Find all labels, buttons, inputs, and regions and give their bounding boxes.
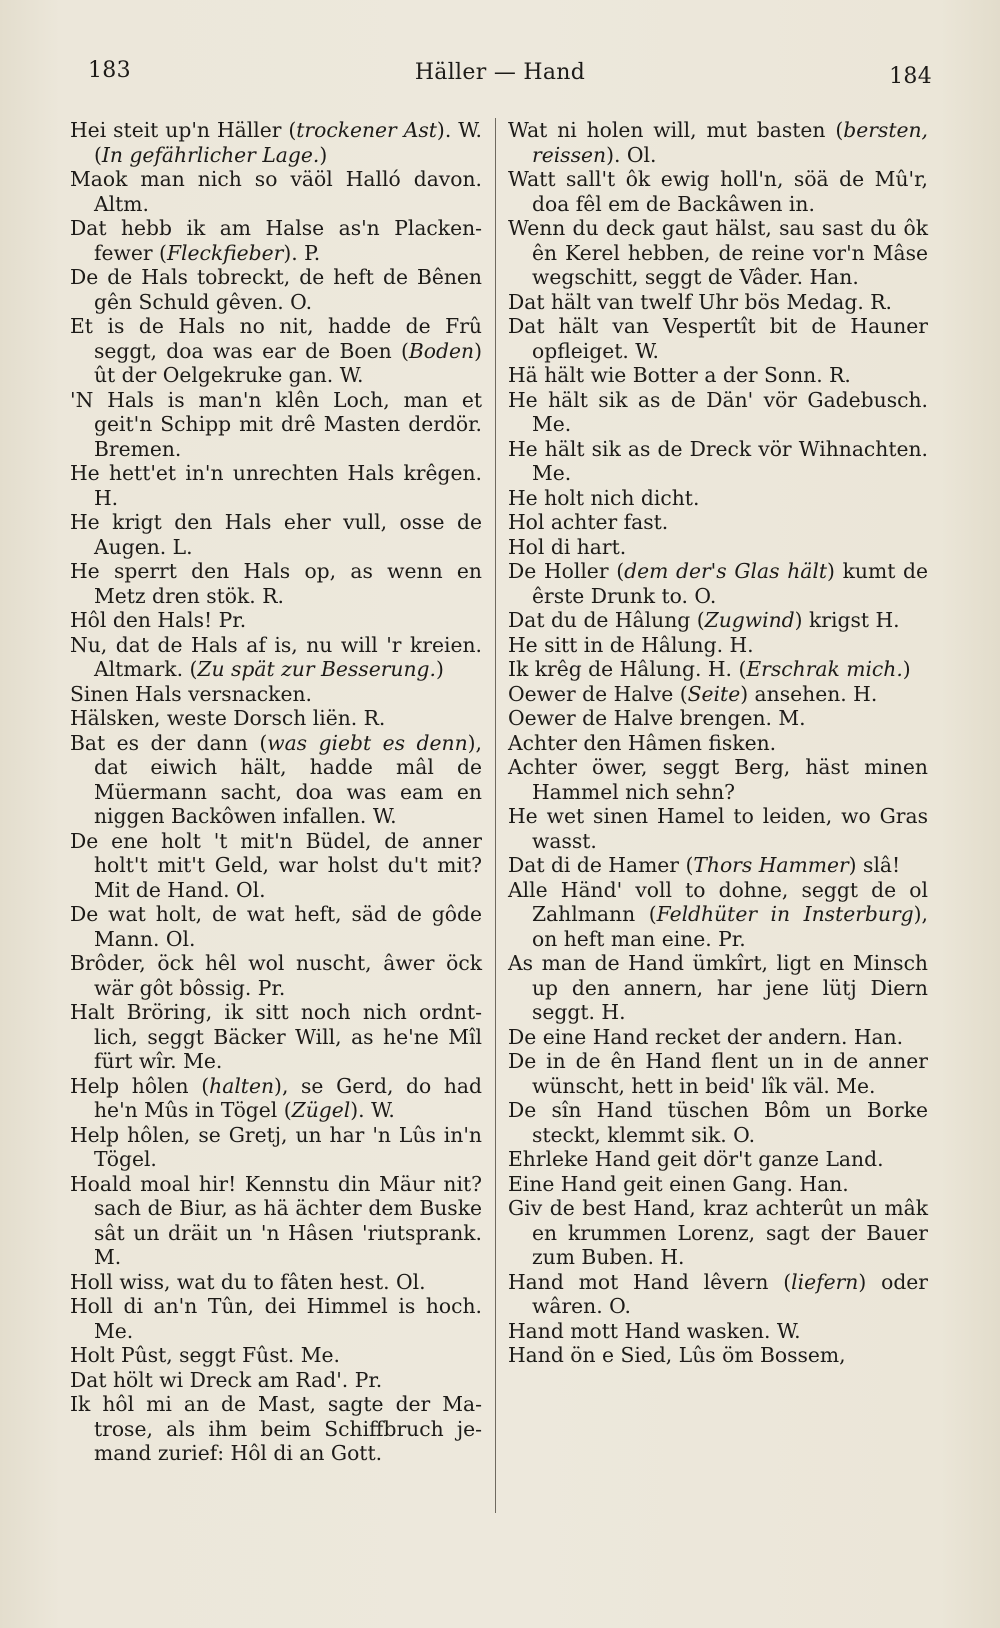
proverb-entry xyxy=(70,731,482,829)
entry-text: Help hôlen, se Gretj, un har 'n Lûs in'n Tögel. xyxy=(70,1122,482,1171)
entry-gloss: Boden xyxy=(408,338,475,363)
proverb-entry xyxy=(70,167,482,216)
proverb-entry xyxy=(70,1294,482,1343)
entry-text: Hand mott Hand wasken. W. xyxy=(508,1318,801,1343)
entry-text: Watt sall't ôk ewig holl'n, söä de Mû'r, doa fêl em de Backâwen in. xyxy=(508,167,928,216)
entry-text: De Holler ( xyxy=(508,559,625,583)
proverb-entry xyxy=(508,755,928,804)
entry-gloss: Feldhüter in Insterburg xyxy=(656,902,914,926)
proverb-entry xyxy=(508,363,928,388)
entry-gloss: trockener Ast xyxy=(296,118,437,142)
entry-text: Wenn du deck gaut hälst, sau sast du ôk ên Kerel hebben, de reine vor'n Mâse wegschitt, seggt de Vâder. Han. xyxy=(508,216,928,289)
entry-text: As man de Hand ümkîrt, ligt en Minsch up den annern, har jene lütj Diern seggt. H. xyxy=(508,951,928,1024)
entry-text: Maok man nich so väöl Halló davon. Altm. xyxy=(70,167,482,216)
proverb-entry xyxy=(508,1270,928,1319)
proverb-entry xyxy=(70,265,482,314)
proverb-entry xyxy=(70,1123,482,1172)
entry-text: ). W. ( xyxy=(94,118,482,167)
proverb-entry xyxy=(508,486,928,511)
right-column xyxy=(508,118,928,1368)
proverb-entry xyxy=(508,118,928,167)
entry-text: He hält sik as de Dreck vör Wihnachten. Me. xyxy=(508,436,928,485)
proverb-entry xyxy=(70,1368,482,1393)
entry-text: Dat hält van twelf Uhr bös Medag. R. xyxy=(508,289,892,314)
entry-text: Dat du de Hâlung ( xyxy=(508,608,705,632)
entry-gloss: bersten, reissen xyxy=(532,118,928,167)
entry-text: ), dat eiwich hält, hadde mâl de Müermann sacht, doa was eam en niggen Backôwen infallen. W. xyxy=(94,730,482,828)
proverb-entry xyxy=(508,437,928,486)
proverb-entry xyxy=(70,510,482,559)
entry-text: Nu, dat de Hals af is, nu will 'r kreien. Altmark. ( xyxy=(70,632,482,681)
proverb-entry xyxy=(508,1196,928,1270)
proverb-entry xyxy=(508,804,928,853)
proverb-entry xyxy=(508,1147,928,1172)
entry-text: ), on heft man eine. Pr. xyxy=(532,902,928,951)
entry-text: De de Hals tobreckt, de heft de Bênen gên Schuld gêven. O. xyxy=(70,265,482,314)
entry-text: 'N Hals is man'n klên Loch, man et geit'n Schipp mit drê Masten derdör. Bremen. xyxy=(70,387,482,461)
entry-text: Eine Hand geit einen Gang. Han. xyxy=(508,1171,849,1196)
proverb-entry xyxy=(70,1392,482,1466)
entry-text: ) ût der Oelgekruke gan. W. xyxy=(94,338,482,387)
proverb-entry xyxy=(508,1049,928,1098)
entry-text: ). Ol. xyxy=(606,142,657,167)
proverb-entry xyxy=(70,1172,482,1270)
entry-text: Hand mot Hand lêvern ( xyxy=(508,1269,792,1294)
proverb-entry xyxy=(70,388,482,462)
proverb-entry xyxy=(508,633,928,658)
entry-gloss: liefern xyxy=(791,1269,859,1294)
entry-gloss: Zu spät zur Besserung. xyxy=(197,657,436,681)
entry-text: ) slâ! xyxy=(848,853,901,877)
entry-text: Help hôlen ( xyxy=(70,1073,210,1098)
proverb-entry xyxy=(70,682,482,707)
proverb-entry xyxy=(70,1000,482,1074)
entry-text: ). P. xyxy=(283,240,321,265)
entry-text: Dat hölt wi Dreck am Rad'. Pr. xyxy=(70,1367,383,1392)
proverb-entry xyxy=(508,878,928,952)
proverb-entry xyxy=(70,118,482,167)
entry-text: Hoald moal hir! Kennstu din Mäur nit? sach de Biur, as hä ächter dem Buske sât un dräit un 'n Hâsen 'riutsprank. M. xyxy=(70,1171,482,1269)
entry-text: De sîn Hand tüschen Bôm un Borke steckt, klemmt sik. O. xyxy=(508,1098,928,1147)
entry-gloss: Seite xyxy=(687,681,741,706)
proverb-entry xyxy=(508,657,928,682)
proverb-entry xyxy=(508,167,928,216)
entry-text: Brôder, öck hêl wol nuscht, âwer öck wär gôt bôssig. Pr. xyxy=(70,951,482,1000)
entry-text: Alle Händ' voll to dohne, seggt de ol Zahlmann ( xyxy=(508,877,928,926)
entry-text: Holt Pûst, seggt Fûst. Me. xyxy=(70,1343,340,1367)
entry-text: ) ansehen. H. xyxy=(740,681,878,706)
entry-text: Oewer de Halve brengen. M. xyxy=(508,706,806,730)
entry-text: Sinen Hals versnacken. xyxy=(70,681,312,706)
entry-text: Hei steit up'n Häller ( xyxy=(70,118,297,142)
proverb-entry xyxy=(508,290,928,315)
proverb-entry xyxy=(70,559,482,608)
proverb-entry xyxy=(508,608,928,633)
entry-text: ) krigst H. xyxy=(794,608,900,632)
proverb-entry xyxy=(70,314,482,388)
proverb-entry xyxy=(508,314,928,363)
entry-gloss: halten xyxy=(209,1073,275,1098)
entry-text: ). W. xyxy=(350,1098,395,1122)
entry-text: Et is de Hals no nit, hadde de Frû seggt, doa was ear de Boen ( xyxy=(70,314,482,363)
entry-gloss: Thors Hammer xyxy=(693,853,849,877)
entry-text: De wat holt, de wat heft, säd de gôde Mann. Ol. xyxy=(70,902,482,951)
entry-text: Achter öwer, seggt Berg, häst minen Hammel nich sehn? xyxy=(508,755,928,804)
proverb-entry xyxy=(70,608,482,633)
entry-text: He krigt den Hals eher vull, osse de Augen. L. xyxy=(70,510,482,559)
running-head: Häller — Hand xyxy=(414,60,586,85)
entry-text: Ehrleke Hand geit dör't ganze Land. xyxy=(508,1147,884,1171)
proverb-entry xyxy=(70,902,482,951)
entry-text: Hol achter fast. xyxy=(508,510,669,534)
entry-text: Ik krêg de Hâlung. H. ( xyxy=(508,657,747,681)
entry-text: De eine Hand recket der andern. Han. xyxy=(508,1024,904,1049)
entry-text: He sperrt den Hals op, as wenn en Metz dren stök. R. xyxy=(70,559,482,608)
entry-gloss: Zugwind xyxy=(704,608,795,632)
proverb-entry xyxy=(508,1025,928,1050)
entry-text: Dat di de Hamer ( xyxy=(508,853,694,877)
entry-gloss: dem der's Glas hält xyxy=(624,559,828,583)
entry-text: Wat ni holen will, mut basten ( xyxy=(508,118,844,142)
entry-text: De ene holt 't mit'n Büdel, de anner holt't mit't Geld, war holst du't mit? Mit de Hand. Ol. xyxy=(70,828,482,902)
entry-text: Oewer de Halve ( xyxy=(508,681,688,706)
proverb-entry xyxy=(70,951,482,1000)
entry-text: De in de ên Hand flent un in de anner wünscht, hett in beid' lîk väl. Me. xyxy=(508,1049,928,1098)
page-number-left: 183 xyxy=(88,58,131,83)
entry-text: He wet sinen Hamel to leiden, wo Gras wasst. xyxy=(508,804,928,853)
entry-text: Hä hält wie Botter a der Sonn. R. xyxy=(508,363,851,387)
entry-text: ) xyxy=(319,142,328,167)
entry-text: ) oder wâren. O. xyxy=(532,1269,928,1318)
column-divider xyxy=(495,118,496,1513)
page-number-right: 184 xyxy=(889,64,932,89)
proverb-entry xyxy=(508,1098,928,1147)
proverb-entry xyxy=(508,1319,928,1344)
entry-text: He sitt in de Hâlung. H. xyxy=(508,632,754,657)
entry-text: Dat hebb ik am Halse as'n Plackenfewer ( xyxy=(70,216,482,265)
entry-text: Hol di hart. xyxy=(508,534,627,559)
proverb-entry xyxy=(508,951,928,1025)
proverb-entry xyxy=(70,633,482,682)
entry-text: Ik hôl mi an de Mast, sagte der Matrose, als ihm beim Schiffbruch jemand zurief: Hôl di an Gott. xyxy=(70,1392,482,1465)
entry-gloss: In gefährlicher Lage. xyxy=(101,142,320,167)
left-column xyxy=(70,118,482,1466)
proverb-entry xyxy=(508,1343,928,1368)
proverb-entry xyxy=(70,461,482,510)
proverb-entry xyxy=(70,1270,482,1295)
entry-text: Halt Bröring, ik sitt noch nich ordntlich, seggt Bäcker Will, as he'ne Mîl fürt wîr. Me. xyxy=(70,1000,482,1073)
proverb-entry xyxy=(508,388,928,437)
entry-text: Holl di an'n Tûn, dei Himmel is hoch. Me. xyxy=(70,1294,482,1343)
proverb-entry xyxy=(70,706,482,731)
entry-gloss: Fleckfieber xyxy=(166,240,284,265)
entry-text: Hôl den Hals! Pr. xyxy=(70,608,247,632)
entry-text: Holl wiss, wat du to fâten hest. Ol. xyxy=(70,1269,426,1294)
entry-text: He hett'et in'n unrechten Hals krêgen. H. xyxy=(70,461,482,510)
entry-gloss: Zügel xyxy=(291,1098,351,1122)
proverb-entry xyxy=(70,829,482,903)
proverb-entry xyxy=(70,1343,482,1368)
entry-gloss: Erschrak mich. xyxy=(746,657,903,681)
proverb-entry xyxy=(508,853,928,878)
entry-text: Giv de best Hand, kraz achterût un mâk en krummen Lorenz, sagt der Bauer zum Buben. H. xyxy=(508,1196,928,1269)
proverb-entry xyxy=(508,535,928,560)
proverb-entry xyxy=(508,682,928,707)
proverb-entry xyxy=(508,559,928,608)
entry-text: Achter den Hâmen fisken. xyxy=(508,730,777,755)
entry-text: Hand ön e Sied, Lûs öm Bossem, xyxy=(508,1343,846,1367)
proverb-entry xyxy=(508,706,928,731)
entry-text: ) kumt de êrste Drunk to. O. xyxy=(532,559,929,608)
entry-text: ) xyxy=(902,657,911,681)
proverb-entry xyxy=(508,216,928,290)
proverb-entry xyxy=(508,510,928,535)
entry-text: He holt nich dicht. xyxy=(508,485,700,510)
entry-text: Dat hält van Vespertît bit de Hauner opfleiget. W. xyxy=(508,314,928,363)
proverb-entry xyxy=(70,216,482,265)
entry-text: ), se Gerd, do had he'n Mûs in Tögel ( xyxy=(94,1073,482,1122)
entry-text: ) xyxy=(435,657,444,681)
entry-text: Bat es der dann ( xyxy=(70,730,268,755)
entry-text: Hälsken, weste Dorsch liën. R. xyxy=(70,706,386,730)
proverb-entry xyxy=(70,1074,482,1123)
entry-gloss: was giebt es denn xyxy=(267,730,468,755)
entry-text: He hält sik as de Dän' vör Gadebusch. Me. xyxy=(508,387,928,436)
proverb-entry xyxy=(508,1172,928,1197)
proverb-entry xyxy=(508,731,928,756)
